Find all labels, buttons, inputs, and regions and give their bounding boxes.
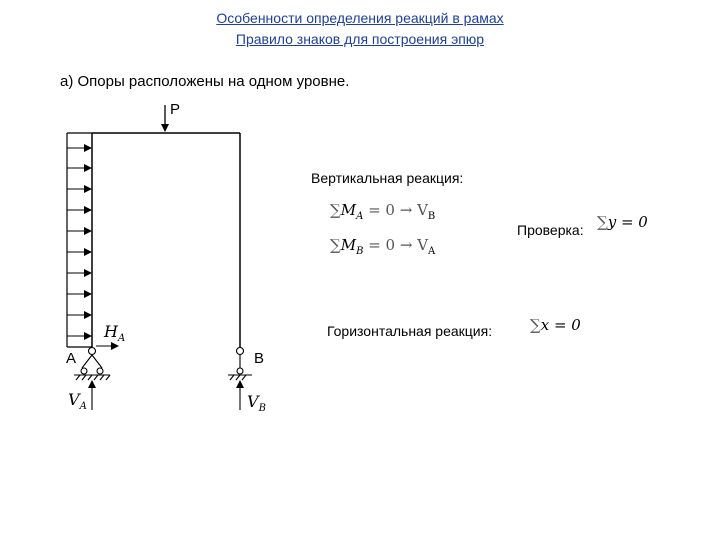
title-line-2: Правило знаков для построения эпюр (235, 31, 485, 47)
title-line-1: Особенности определения реакций в рамах (216, 10, 504, 26)
support-a (74, 348, 110, 381)
support-a-label: A (66, 350, 77, 367)
reaction-vb-label: $V_B$ (247, 392, 266, 415)
horizontal-equation: ∑x = 0 (530, 316, 581, 334)
frame (92, 133, 240, 347)
subtitle: а) Опоры расположены на одном уровне. (60, 73, 350, 90)
reaction-ha-label: $H_A$ (104, 322, 126, 345)
equation-sum-ma: $\sum M_A = 0 \to V_B$ (330, 201, 436, 222)
support-b-label: B (254, 350, 265, 367)
check-equation: ∑y = 0 (597, 213, 648, 231)
support-b (228, 348, 252, 381)
vertical-reaction-label: Вертикальная реакция: (311, 170, 464, 186)
reaction-va-label: $V_A$ (68, 390, 87, 413)
load-arrows (67, 148, 91, 336)
equation-sum-mb: $\sum M_B = 0 \to V_A$ (330, 236, 436, 257)
check-label: Проверка: (517, 222, 584, 238)
horizontal-reaction-label: Горизонтальная реакция: (327, 323, 493, 339)
force-p-label: P (170, 101, 181, 118)
